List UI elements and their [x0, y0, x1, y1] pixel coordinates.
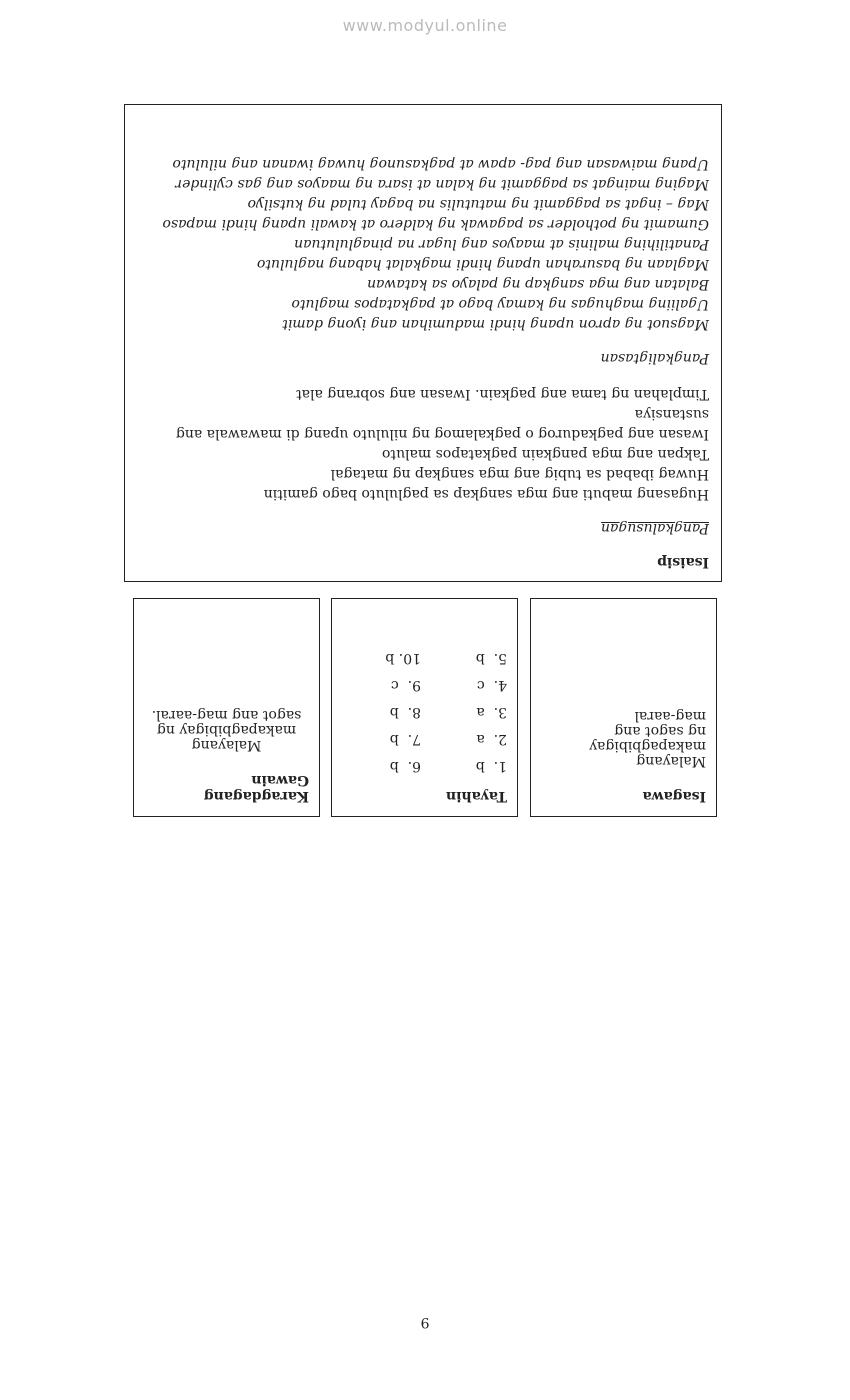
karagdagang-gawain-title: Karagdagang Gawain: [203, 772, 309, 804]
list-item: Huwag ibabad sa tubig ang mga sangkap ng matagal: [330, 466, 709, 482]
list-item: Mag – ingat sa paggamit ng matutulis na bagay tulad ng kutsilyo: [247, 196, 709, 212]
isaisip-box: [124, 104, 722, 582]
pangkalusugan-heading: Pangkalusugan: [601, 520, 709, 536]
answer-item: 3. a: [476, 704, 507, 720]
list-item: Takpan ang mga pangkain pagkatapos maluto: [382, 446, 709, 462]
answer-item: 7. b: [389, 731, 421, 747]
pangkaligtasan-heading: Pangkaligtasan: [600, 350, 709, 366]
answer-item: 9. c: [390, 677, 421, 693]
answer-item: 2. a: [476, 731, 507, 747]
list-item: Magsuot ng apron upang hindi madumihan ang iyong damit: [282, 316, 709, 332]
isagawa-text: Malayang makapagbibigay ng sagot ang mag-aaral: [589, 708, 706, 769]
answer-item: 8. b: [389, 704, 421, 720]
answer-item: 5. b: [475, 650, 507, 666]
karagdagang-gawain-box: [133, 598, 320, 817]
isaisip-title: Isaisip: [657, 554, 709, 570]
pangkalusugan-list: [137, 384, 709, 504]
list-item: Timplahan ng tama ang pagkain. Iwasan ang sobrang alat: [296, 386, 709, 402]
answer-item: 6. b: [389, 758, 421, 774]
answer-item: 4. c: [476, 677, 507, 693]
watermark: www.modyul.online: [342, 16, 508, 35]
answer-key: [342, 650, 507, 774]
list-item: sustansiya: [634, 406, 709, 422]
pangkaligtasan-list: [137, 154, 709, 334]
list-item: Balatan ang mga sangkap ng palayo sa katawan: [367, 276, 709, 292]
list-item: Iwasan ang pagkadurog o pagkalamog ng niluluto upang di mawawala ang: [175, 426, 709, 442]
answer-item: 10. b: [385, 650, 421, 666]
tayahin-box: [331, 598, 518, 817]
page-number: 9: [420, 1314, 430, 1330]
list-item: Hugasang mabuti ang mga sangkap sa pagluluto bago gamitin: [263, 486, 709, 502]
list-item: Panatilihing malinis at maayos ang lugar na pinaglulutuan: [294, 236, 709, 252]
karagdagang-gawain-text: Malayang makapagbibigay ng sagot ang mag-aaral.: [151, 707, 302, 753]
isagawa-title: Isagawa: [642, 788, 706, 804]
answer-item: 1. b: [475, 758, 507, 774]
isagawa-box: [530, 598, 717, 817]
tayahin-title: Tayahin: [445, 788, 507, 804]
list-item: Upang maiwasan ang pag- apaw at pagkasunog huwag iwanan ang niluluto: [172, 156, 709, 172]
list-item: Ugaliing maghugas ng kamay bago at pagkatapos maglutо: [291, 296, 709, 312]
list-item: Maglaan ng basurahan upang hindi magkalat habang nagluluto: [256, 256, 709, 272]
list-item: Gumamit ng potholder sa pagawak ng kaldero at kawali upang hindi mapaso: [162, 216, 709, 232]
list-item: Maging maingat sa paggamit ng kalan at isara ng maayos ang gas cylinder: [175, 176, 709, 192]
